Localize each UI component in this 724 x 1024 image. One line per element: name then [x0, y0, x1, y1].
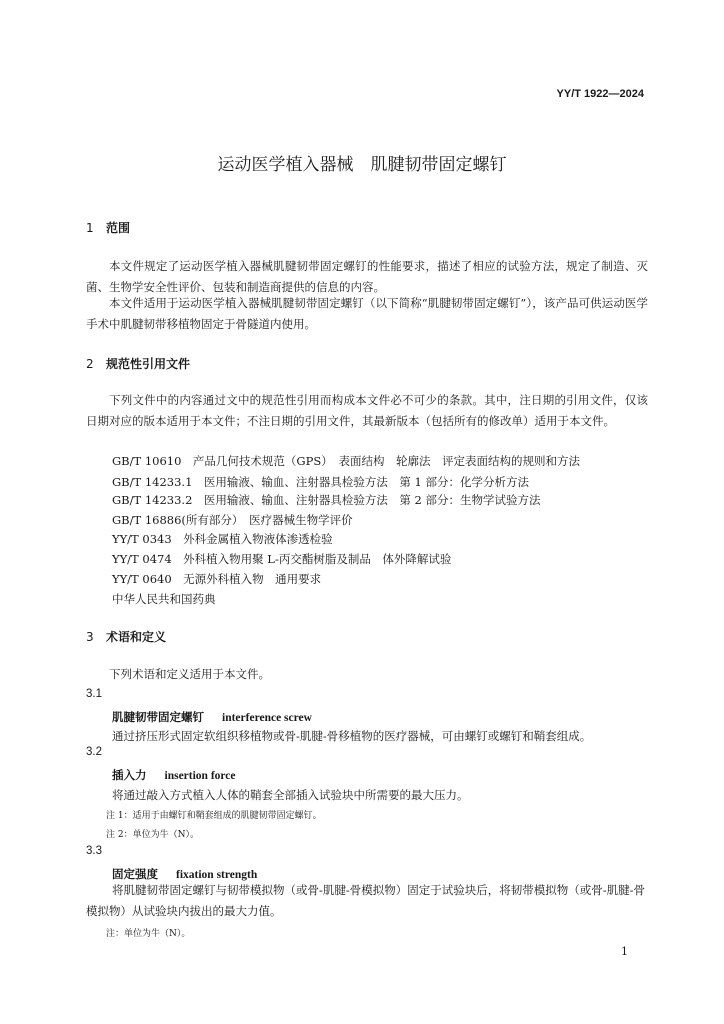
references-intro: 下列文件中的内容通过文中的规范性引用而构成本文件必不可少的条款。其中，注日期的引用文件，仅该日期对应的版本适用于本文件；不注日期的引用文件，其最新版本（包括所有的修改单）适用于本文件。	[86, 393, 648, 428]
term-definition: 将肌腱韧带固定螺钉与韧带模拟物（或骨-肌腱-骨模拟物）固定于试验块后，将韧带模拟物（或骨-肌腱-骨模拟物）从试验块内拔出的最大力值。	[86, 883, 646, 918]
term-chinese: 固定强度	[112, 867, 158, 881]
scope-paragraph-2: 本文件适用于运动医学植入器械肌腱韧带固定螺钉（以下简称“肌腱韧带固定螺钉”），该产品可供运动医学手术中肌腱韧带移植物固定于骨隧道内使用。	[86, 296, 648, 331]
term-number: 3.2	[86, 746, 102, 758]
term-chinese: 肌腱韧带固定螺钉	[112, 710, 204, 724]
term-english: fixation strength	[176, 869, 258, 881]
document-title: 运动医学植入器械 肌腱韧带固定螺钉	[217, 155, 507, 175]
section-1-heading	[86, 219, 130, 236]
term-definition: 通过挤压形式固定软组织移植物或骨-肌腱-骨移植物的医疗器械，可由螺钉或螺钉和鞘套组成。	[112, 729, 592, 743]
reference-item: GB/T 14233.2 医用输液、输血、注射器具检验方法 第 2 部分：生物学试验方法	[112, 493, 541, 507]
section-title: 术语和定义	[106, 630, 167, 644]
section-number: 3	[86, 630, 94, 644]
term-english: insertion force	[164, 770, 236, 782]
scope-paragraph-1: 本文件规定了运动医学植入器械肌腱韧带固定螺钉的性能要求，描述了相应的试验方法，规定了制造、灭菌、生物学安全性评价、包装和制造商提供的信息的内容。	[86, 259, 648, 294]
term-definition: 将通过敲入方式植入人体的鞘套全部插入试验块中所需要的最大压力。	[112, 788, 469, 802]
reference-item: 中华人民共和国药典	[112, 592, 216, 606]
terms-intro: 下列术语和定义适用于本文件。	[109, 667, 270, 681]
section-2-heading	[86, 355, 190, 372]
term-number: 3.1	[86, 688, 102, 700]
reference-item: GB/T 14233.1 医用输液、输血、注射器具检验方法 第 1 部分：化学分析方法	[112, 475, 530, 489]
reference-item: GB/T 16886(所有部分） 医疗器械生物学评价	[112, 513, 353, 527]
term-note: 注 2：单位为牛（N）。	[106, 830, 199, 840]
reference-item: GB/T 10610 产品几何技术规范（GPS） 表面结构 轮廓法 评定表面结构的规则和方法	[112, 454, 580, 468]
section-3-heading	[86, 628, 166, 645]
term-chinese: 插入力	[112, 768, 147, 782]
term-heading	[112, 767, 236, 783]
section-title: 规范性引用文件	[106, 357, 191, 371]
reference-item: YY/T 0640 无源外科植入物 通用要求	[112, 572, 322, 586]
reference-item: YY/T 0474 外科植入物用聚 L-丙交酯树脂及制品 体外降解试验	[112, 552, 452, 566]
section-number: 2	[86, 357, 94, 371]
standard-number: YY/T 1922—2024	[556, 88, 644, 100]
term-number: 3.3	[86, 845, 102, 857]
page-number: 1	[621, 945, 628, 958]
reference-item: YY/T 0343 外科金属植入物液体渗透检验	[112, 532, 333, 546]
term-english: interference screw	[222, 712, 312, 724]
section-title: 范围	[106, 221, 131, 235]
term-note: 注 1：适用于由螺钉和鞘套组成的肌腱韧带固定螺钉。	[106, 811, 322, 821]
term-note: 注：单位为牛（N）。	[106, 929, 191, 939]
term-heading	[112, 709, 312, 725]
section-number: 1	[86, 221, 94, 235]
